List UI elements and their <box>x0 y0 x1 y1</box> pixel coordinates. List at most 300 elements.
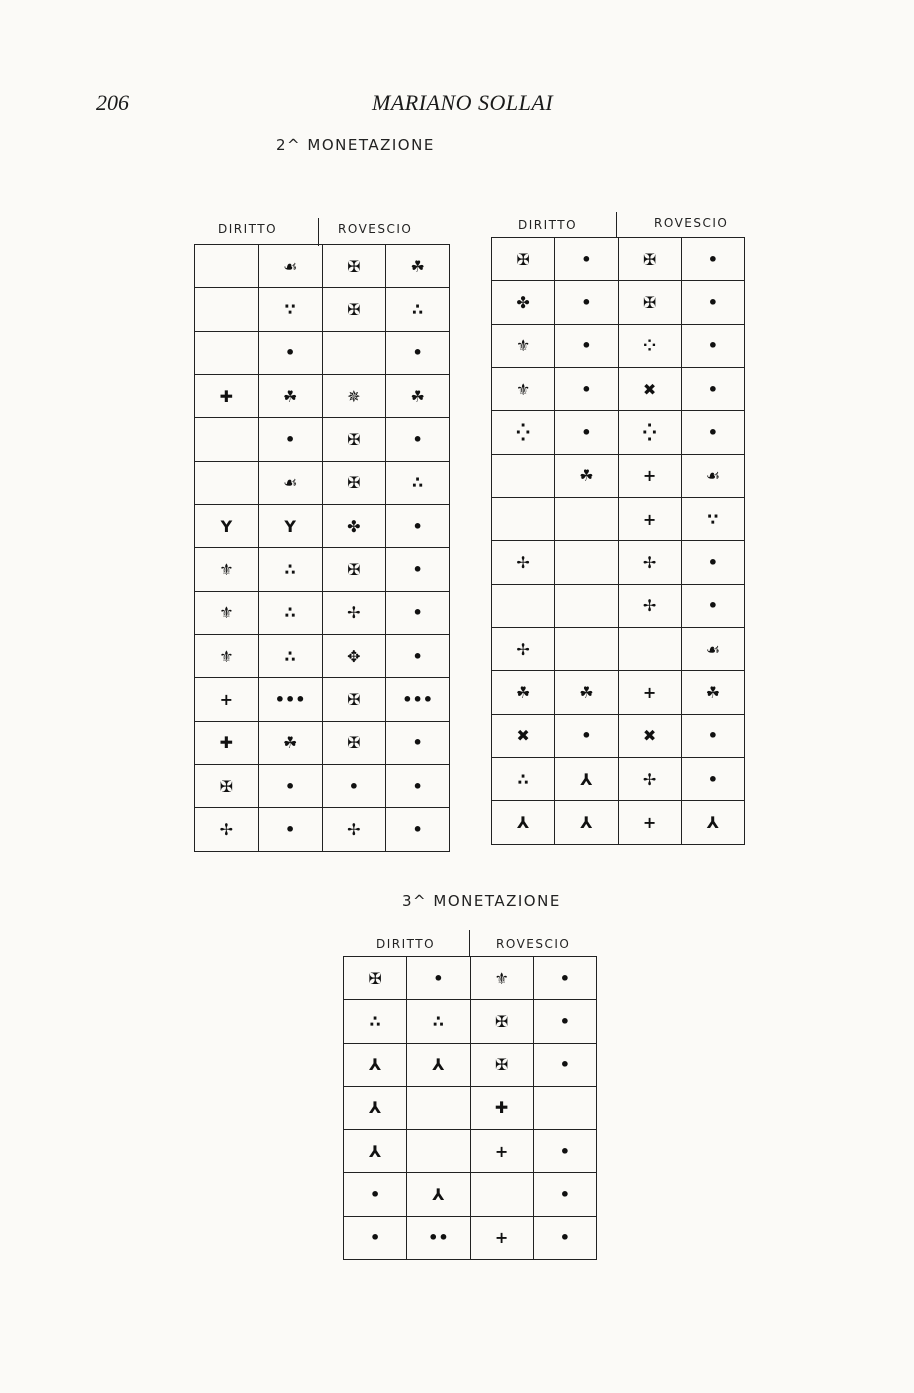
mint-mark-cell <box>555 498 618 541</box>
mint-mark-cell <box>492 628 555 671</box>
table-row <box>195 635 450 678</box>
mint-mark-symbol: ✚ <box>494 1098 509 1118</box>
table-row <box>344 1173 597 1216</box>
mint-mark-cell <box>470 1043 533 1086</box>
mint-mark-cell <box>555 628 618 671</box>
table-row <box>492 454 745 497</box>
mint-mark-symbol: • <box>412 343 423 363</box>
mint-mark-symbol: ✢ <box>516 553 530 573</box>
mint-mark-symbol: • <box>285 430 296 450</box>
mint-mark-cell <box>492 454 555 497</box>
mint-mark-cell <box>470 1130 533 1173</box>
mint-mark-symbol: • <box>581 336 592 356</box>
mint-mark-symbol: ∴ <box>412 300 424 320</box>
mint-mark-cell <box>195 765 259 808</box>
mint-mark-cell <box>681 584 744 627</box>
mint-mark-cell <box>492 238 555 281</box>
mint-mark-symbol: • <box>370 1185 381 1205</box>
mint-mark-cell <box>258 505 322 548</box>
mint-mark-symbol: ••• <box>402 690 433 710</box>
table-row <box>195 678 450 721</box>
mint-mark-cell <box>386 548 450 591</box>
mint-mark-cell <box>555 758 618 801</box>
mint-mark-cell <box>258 375 322 418</box>
table-row <box>492 671 745 714</box>
mint-mark-symbol: ⚜ <box>219 560 234 580</box>
mint-mark-cell <box>618 324 681 367</box>
table-row <box>344 957 597 1000</box>
mint-mark-cell <box>618 411 681 454</box>
mint-mark-symbol: ☘ <box>410 256 425 276</box>
mint-mark-symbol: ∵ <box>707 509 719 529</box>
mint-mark-cell <box>618 801 681 845</box>
table-row <box>492 584 745 627</box>
mint-mark-symbol: ✤ <box>347 516 361 536</box>
mint-mark-symbol: ✢ <box>347 820 361 840</box>
table-row <box>344 1000 597 1043</box>
table-row <box>492 541 745 584</box>
mint-mark-cell <box>386 461 450 504</box>
mint-mark-cell <box>533 1173 596 1216</box>
mint-mark-cell <box>555 714 618 757</box>
mint-mark-cell <box>555 411 618 454</box>
mint-mark-cell <box>195 678 259 721</box>
lower-table-head-rovescio: ROVESCIO <box>496 937 571 951</box>
mint-mark-cell <box>322 721 386 764</box>
table-row <box>492 628 745 671</box>
mint-mark-symbol: ✖ <box>516 726 530 746</box>
mint-mark-symbol: ☙ <box>282 256 298 276</box>
table-row <box>195 375 450 418</box>
mint-mark-cell <box>258 721 322 764</box>
table-row <box>492 368 745 411</box>
mint-mark-cell <box>470 957 533 1000</box>
mint-mark-symbol: ∴ <box>432 1011 444 1031</box>
mint-mark-symbol: ✢ <box>347 603 361 623</box>
table-row <box>492 714 745 757</box>
mint-mark-cell <box>555 584 618 627</box>
table-row <box>344 1130 597 1173</box>
mint-mark-cell <box>344 957 407 1000</box>
mint-mark-cell <box>618 714 681 757</box>
mint-mark-cell <box>195 808 259 852</box>
mint-mark-symbol: Y <box>220 516 233 536</box>
mint-mark-symbol: • <box>285 343 296 363</box>
mint-mark-cell <box>681 758 744 801</box>
mint-mark-cell <box>470 1086 533 1129</box>
mint-mark-symbol: ✠ <box>494 1055 509 1075</box>
mint-mark-symbol: • <box>581 249 592 269</box>
mint-mark-symbol: ✚ <box>219 386 234 406</box>
right-table-head-divider <box>616 212 617 238</box>
mint-mark-cell <box>258 288 322 331</box>
mint-mark-symbol: • <box>707 596 718 616</box>
mint-mark-cell <box>470 1216 533 1259</box>
mint-mark-cell <box>555 238 618 281</box>
table-row <box>195 808 450 852</box>
mint-mark-cell <box>195 418 259 461</box>
mint-mark-cell <box>681 411 744 454</box>
mint-mark-cell <box>322 288 386 331</box>
mint-mark-symbol: Y <box>284 516 296 536</box>
mint-mark-cell <box>681 454 744 497</box>
mint-mark-symbol: ✠ <box>219 776 234 796</box>
mint-mark-symbol: ✢ <box>642 769 657 789</box>
mint-mark-cell <box>195 591 259 634</box>
mint-mark-symbol: •• <box>428 1228 449 1248</box>
mint-mark-symbol: • <box>707 769 718 789</box>
left-table-head-diritto: DIRITTO <box>218 222 278 236</box>
section-title-3: 3^ MONETAZIONE <box>402 892 561 910</box>
mint-mark-symbol: ✢ <box>219 820 234 840</box>
mint-mark-symbol: ⚜ <box>219 646 234 666</box>
mint-mark-cell <box>407 1173 470 1216</box>
table-row <box>492 324 745 367</box>
mint-mark-cell <box>533 1000 596 1043</box>
mint-mark-cell <box>618 671 681 714</box>
mint-mark-symbol: • <box>370 1228 381 1248</box>
mint-mark-cell <box>470 1000 533 1043</box>
mint-mark-symbol: + <box>642 509 657 529</box>
mint-mark-symbol: ✠ <box>347 560 361 580</box>
mint-mark-cell <box>386 331 450 374</box>
mint-mark-cell <box>322 591 386 634</box>
mint-mark-symbol: + <box>642 466 657 486</box>
mint-mark-symbol: • <box>412 646 423 666</box>
mint-mark-cell <box>386 288 450 331</box>
mint-mark-symbol: ••• <box>274 690 306 710</box>
mint-mark-cell <box>322 505 386 548</box>
mint-mark-cell <box>195 461 259 504</box>
mint-mark-cell <box>258 635 322 678</box>
mint-mark-symbol: • <box>707 336 718 356</box>
table-row <box>344 1216 597 1259</box>
mint-mark-symbol: ✖ <box>642 726 657 746</box>
mint-mark-cell <box>386 635 450 678</box>
mint-mark-symbol: ✠ <box>347 430 361 450</box>
mint-mark-cell <box>386 375 450 418</box>
mint-mark-symbol: ⅄ <box>369 1055 382 1075</box>
mint-mark-symbol: ⅄ <box>580 769 593 789</box>
mint-mark-symbol: • <box>412 603 423 623</box>
mint-mark-symbol: ☘ <box>410 386 425 406</box>
mint-mark-cell <box>492 541 555 584</box>
mint-mark-cell <box>258 418 322 461</box>
table-row <box>195 765 450 808</box>
mint-mark-cell <box>681 498 744 541</box>
mint-mark-symbol: • <box>433 968 444 988</box>
mint-mark-symbol: • <box>285 776 296 796</box>
mint-mark-symbol: ⅄ <box>369 1141 382 1161</box>
table-row <box>195 288 450 331</box>
mint-mark-symbol: ✠ <box>368 968 382 988</box>
mint-mark-cell <box>386 808 450 852</box>
mint-mark-cell <box>555 671 618 714</box>
mint-mark-symbol: • <box>412 430 423 450</box>
mint-mark-cell <box>618 628 681 671</box>
mint-mark-cell <box>322 418 386 461</box>
mint-mark-cell <box>258 591 322 634</box>
mint-mark-cell <box>195 635 259 678</box>
mint-mark-symbol: • <box>581 293 592 313</box>
mint-mark-symbol: ⅄ <box>706 813 719 833</box>
lower-table-head-divider <box>469 930 470 956</box>
mint-mark-cell <box>386 591 450 634</box>
mint-mark-cell <box>386 418 450 461</box>
mint-mark-cell <box>533 1086 596 1129</box>
mint-mark-symbol: ⚜ <box>515 336 531 356</box>
table-row <box>492 238 745 281</box>
mint-mark-symbol: ⁛ <box>516 423 531 443</box>
table-row <box>492 498 745 541</box>
mint-mark-symbol: ✠ <box>642 249 657 269</box>
mint-mark-symbol: ⅄ <box>369 1098 382 1118</box>
mint-mark-symbol: • <box>412 560 423 580</box>
mint-mark-symbol: • <box>559 1055 570 1075</box>
mint-mark-symbol: ☙ <box>282 473 298 493</box>
mint-mark-symbol: ☘ <box>282 386 298 406</box>
mint-mark-cell <box>258 331 322 374</box>
mint-mark-symbol: ✢ <box>516 639 530 659</box>
mint-mark-cell <box>258 548 322 591</box>
mint-mark-symbol: ⚜ <box>219 603 234 623</box>
mint-mark-symbol: ⁛ <box>642 423 657 443</box>
mint-mark-cell <box>681 368 744 411</box>
mint-mark-cell <box>386 678 450 721</box>
table-row <box>492 801 745 845</box>
table-row <box>195 591 450 634</box>
mint-mark-cell <box>344 1216 407 1259</box>
mint-mark-symbol: ✚ <box>219 733 234 753</box>
mint-mark-symbol: ⅄ <box>432 1055 445 1075</box>
mint-mark-cell <box>492 411 555 454</box>
mint-mark-symbol: ✤ <box>516 293 530 313</box>
mint-mark-symbol: ☘ <box>515 683 531 703</box>
mint-mark-cell <box>344 1043 407 1086</box>
mint-mark-cell <box>681 281 744 324</box>
mint-mark-cell <box>322 461 386 504</box>
mint-mark-cell <box>492 368 555 411</box>
mint-mark-cell <box>492 281 555 324</box>
mint-mark-cell <box>618 498 681 541</box>
table-row <box>492 758 745 801</box>
mint-mark-cell <box>386 505 450 548</box>
mint-mark-symbol: ✠ <box>494 1011 509 1031</box>
mint-mark-symbol: ∴ <box>517 769 529 789</box>
mint-mark-cell <box>555 541 618 584</box>
mint-mark-cell <box>681 238 744 281</box>
mint-mark-cell <box>258 461 322 504</box>
mint-mark-cell <box>258 765 322 808</box>
mint-mark-symbol: • <box>412 516 423 536</box>
right-table-head-diritto: DIRITTO <box>518 218 578 232</box>
mint-mark-symbol: + <box>642 683 657 703</box>
mint-mark-symbol: • <box>559 1185 570 1205</box>
mint-mark-cell <box>386 765 450 808</box>
mint-mark-cell <box>555 281 618 324</box>
mint-mark-cell <box>681 628 744 671</box>
left-table-head-rovescio: ROVESCIO <box>338 222 413 236</box>
mint-mark-cell <box>344 1130 407 1173</box>
mint-mark-symbol: ☘ <box>579 683 594 703</box>
mint-mark-symbol: ☘ <box>282 733 298 753</box>
mint-mark-symbol: ☘ <box>705 683 721 703</box>
mint-mark-cell <box>555 801 618 845</box>
mint-mark-cell <box>344 1086 407 1129</box>
mint-mark-cell <box>681 671 744 714</box>
mint-mark-cell <box>618 238 681 281</box>
mint-mark-cell <box>681 324 744 367</box>
mint-mark-cell <box>555 454 618 497</box>
mint-mark-symbol: • <box>412 776 423 796</box>
table-row <box>195 331 450 374</box>
mint-mark-cell <box>322 331 386 374</box>
mint-mark-cell <box>407 1000 470 1043</box>
lower-table-head-diritto: DIRITTO <box>376 937 436 951</box>
mint-mark-symbol: ☘ <box>579 466 594 486</box>
mint-mark-cell <box>618 281 681 324</box>
table-row <box>195 461 450 504</box>
mint-mark-symbol: ⅄ <box>432 1185 445 1205</box>
mint-mark-cell <box>555 368 618 411</box>
mint-mark-cell <box>322 548 386 591</box>
table-row <box>195 505 450 548</box>
mint-mark-symbol: ✵ <box>347 386 361 406</box>
mint-mark-cell <box>618 454 681 497</box>
section-title-2: 2^ MONETAZIONE <box>276 136 435 154</box>
table-row <box>492 281 745 324</box>
mint-mark-symbol: ⁘ <box>642 336 657 356</box>
mint-mark-cell <box>492 584 555 627</box>
mint-mark-cell <box>492 714 555 757</box>
mint-mark-symbol: • <box>707 423 718 443</box>
mint-mark-symbol: ✠ <box>347 300 361 320</box>
mint-mark-symbol: ✠ <box>347 256 361 276</box>
mint-mark-symbol: • <box>559 1011 570 1031</box>
mint-mark-symbol: • <box>707 379 718 399</box>
mint-mark-symbol: ☙ <box>705 639 721 659</box>
mint-mark-symbol: ✥ <box>347 646 361 666</box>
mint-mark-symbol: + <box>642 813 657 833</box>
mint-mark-cell <box>322 375 386 418</box>
mint-mark-cell <box>322 678 386 721</box>
mint-mark-symbol: • <box>559 968 570 988</box>
mint-mark-cell <box>492 498 555 541</box>
mint-mark-cell <box>618 541 681 584</box>
mint-mark-symbol: ∴ <box>284 646 296 666</box>
table-row <box>195 548 450 591</box>
mint-mark-cell <box>492 758 555 801</box>
mint-mark-symbol: • <box>707 249 718 269</box>
mint-mark-symbol: ✠ <box>642 293 657 313</box>
mint-mark-symbol: ✠ <box>347 690 361 710</box>
mint-mark-cell <box>344 1000 407 1043</box>
mint-mark-cell <box>681 801 744 845</box>
mint-mark-symbol: ∴ <box>284 603 296 623</box>
mint-mark-cell <box>386 245 450 288</box>
mint-mark-cell <box>492 801 555 845</box>
mint-mark-cell <box>258 245 322 288</box>
mint-mark-symbol: ∴ <box>412 473 424 493</box>
mint-mark-cell <box>322 635 386 678</box>
mint-mark-cell <box>533 1130 596 1173</box>
mint-mark-cell <box>470 1173 533 1216</box>
mint-mark-symbol: ✢ <box>642 553 657 573</box>
mint-mark-symbol: ✠ <box>347 733 361 753</box>
mint-mark-symbol: ✠ <box>516 249 530 269</box>
mint-mark-cell <box>407 1216 470 1259</box>
mint-mark-cell <box>533 1216 596 1259</box>
mint-mark-cell <box>407 1130 470 1173</box>
mint-mark-symbol: + <box>219 690 234 710</box>
mint-mark-symbol: • <box>707 726 718 746</box>
mint-mark-cell <box>322 765 386 808</box>
mint-mark-symbol: ⚜ <box>494 968 509 988</box>
mint-mark-cell <box>195 505 259 548</box>
left-table <box>194 244 450 852</box>
running-head-author: MARIANO SOLLAI <box>372 90 554 115</box>
mint-mark-cell <box>195 245 259 288</box>
page-number: 206 <box>96 90 129 115</box>
table-row <box>492 411 745 454</box>
mint-mark-cell <box>407 1086 470 1129</box>
right-table <box>491 237 745 845</box>
mint-mark-symbol: ☙ <box>705 466 721 486</box>
mint-mark-cell <box>322 808 386 852</box>
mint-mark-symbol: ✖ <box>642 379 657 399</box>
mint-mark-symbol: ∵ <box>284 300 296 320</box>
table-row <box>195 245 450 288</box>
mint-mark-cell <box>555 324 618 367</box>
mint-mark-symbol: • <box>285 820 296 840</box>
table-row <box>195 721 450 764</box>
mint-mark-cell <box>386 721 450 764</box>
mint-mark-symbol: ⚜ <box>515 379 531 399</box>
table-row <box>344 1043 597 1086</box>
mint-mark-cell <box>195 721 259 764</box>
mint-mark-cell <box>195 288 259 331</box>
mint-mark-cell <box>195 331 259 374</box>
table-row <box>344 1086 597 1129</box>
mint-mark-symbol: ✠ <box>347 473 361 493</box>
mint-mark-symbol: • <box>581 423 592 443</box>
mint-mark-cell <box>681 714 744 757</box>
mint-mark-symbol: • <box>707 293 718 313</box>
mint-mark-symbol: + <box>494 1141 509 1161</box>
mint-mark-cell <box>407 1043 470 1086</box>
mint-mark-symbol: • <box>559 1228 570 1248</box>
mint-mark-symbol: + <box>494 1228 509 1248</box>
mint-mark-cell <box>533 1043 596 1086</box>
mint-mark-cell <box>258 808 322 852</box>
mint-mark-cell <box>492 671 555 714</box>
right-table-head-rovescio: ROVESCIO <box>654 216 729 230</box>
mint-mark-cell <box>258 678 322 721</box>
mint-mark-symbol: • <box>581 726 592 746</box>
mint-mark-cell <box>195 548 259 591</box>
mint-mark-symbol: ⅄ <box>580 813 593 833</box>
mint-mark-symbol: ∴ <box>369 1011 381 1031</box>
mint-mark-symbol: ✢ <box>642 596 657 616</box>
mint-mark-cell <box>681 541 744 584</box>
mint-mark-cell <box>492 324 555 367</box>
mint-mark-cell <box>618 758 681 801</box>
mint-mark-cell <box>618 584 681 627</box>
mint-mark-symbol: • <box>707 553 718 573</box>
mint-mark-symbol: • <box>412 733 423 753</box>
mint-mark-symbol: ∴ <box>284 560 296 580</box>
mint-mark-cell <box>533 957 596 1000</box>
